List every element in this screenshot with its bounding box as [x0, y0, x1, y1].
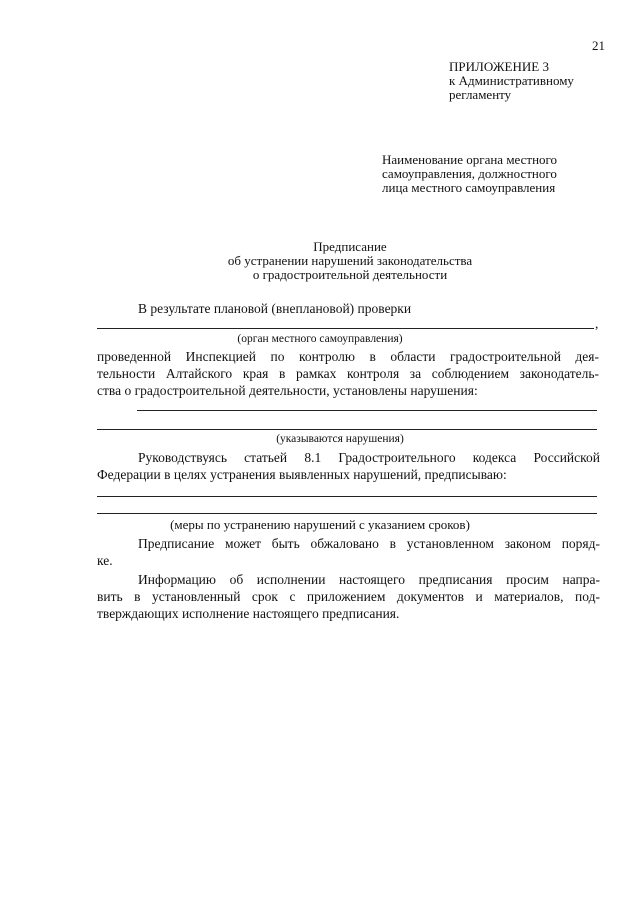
p3-line-2: ке.	[97, 553, 113, 568]
p4-line-2: вить в установленный срок с приложением документов и материалов, под-	[97, 589, 600, 604]
p4-line-1: Информацию об исполнении настоящего предписания просим напра-	[138, 572, 600, 587]
appendix-line-3: регламенту	[449, 87, 512, 102]
authority-line-3: лица местного самоуправления	[382, 180, 556, 195]
violations-line-2	[97, 429, 597, 430]
org-blank-line	[97, 328, 594, 329]
caption-measures: (меры по устранению нарушений с указанием сроков)	[170, 517, 470, 532]
p1-line-2: тельности Алтайского края в рамках контроля за соблюдением законодатель-	[97, 366, 599, 381]
p1-line-1: проведенной Инспекцией по контролю в области градостроительной дея-	[97, 349, 599, 364]
document-title	[0, 240, 640, 282]
appendix-line-2: к Административному	[449, 73, 574, 88]
caption-org: (орган местного самоуправления)	[237, 333, 403, 345]
appendix-header	[449, 60, 574, 102]
p2-line-1: Руководствуясь статьей 8.1 Градостроительного кодекса Российской	[138, 450, 600, 465]
p2-line-2: Федерации в целях устранения выявленных нарушений, предписываю:	[97, 467, 507, 482]
page-number: 21	[592, 38, 605, 53]
p4-line-3: тверждающих исполнение настоящего предписания.	[97, 606, 400, 621]
appendix-line-1: ПРИЛОЖЕНИЕ 3	[449, 59, 549, 74]
measures-line-2	[97, 513, 597, 514]
caption-violations: (указываются нарушения)	[276, 433, 404, 445]
measures-line-1	[97, 496, 597, 497]
authority-line-2: самоуправления, должностного	[382, 166, 557, 181]
authority-line-1: Наименование органа местного	[382, 152, 558, 167]
title-line-1: Предписание	[313, 239, 387, 254]
intro-text: В результате плановой (внеплановой) проверки	[138, 301, 412, 316]
authority-block	[382, 153, 557, 195]
p3-line-1: Предписание может быть обжаловано в установленном законом поряд-	[138, 536, 600, 551]
p1-line-3: ства о градостроительной деятельности, установлены нарушения:	[97, 383, 478, 398]
title-line-3: о градостроительной деятельности	[252, 267, 448, 282]
violations-line-1	[137, 410, 597, 411]
org-blank-comma: ,	[595, 316, 599, 331]
title-line-2: об устранении нарушений законодательства	[227, 253, 473, 268]
